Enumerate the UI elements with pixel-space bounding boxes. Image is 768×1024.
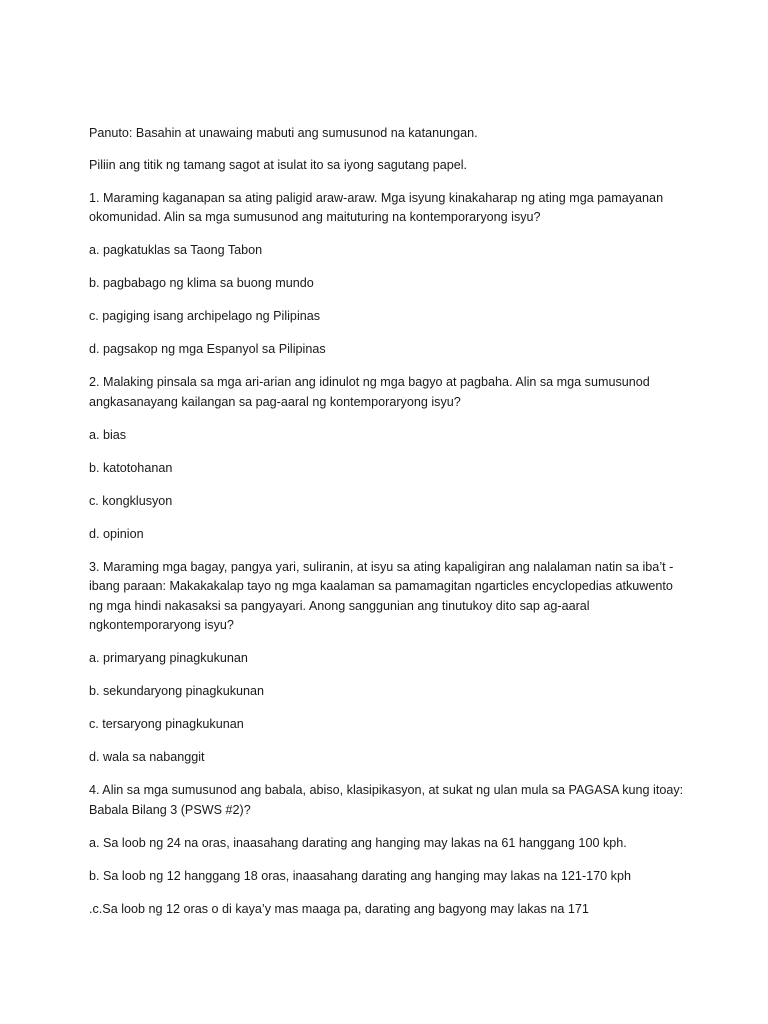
choice: b. pagbabago ng klima sa buong mundo — [89, 276, 314, 290]
question-text-line: 4. Alin sa mga sumusunod ang babala, abiso, klasipikasyon, at sukat ng ulan mula sa PAGASA kung itoay: — [89, 783, 684, 797]
choice: b. Sa loob ng 12 hanggang 18 oras, inaasahang darating ang hanging may lakas na 121-170 kph — [89, 868, 631, 883]
question-1 — [89, 189, 689, 228]
choice: b. sekundaryong pinagkukunan — [89, 684, 265, 698]
question-text-line: ibang paraan: Makakakalap tayo ng mga kaalaman sa pamamagitan ngarticles encyclopedias atkuwento — [89, 579, 673, 593]
choice: c. tersaryong pinagkukunan — [89, 717, 244, 731]
question-text-line: okomunidad. Alin sa mga sumusunod ang maituturing na kontemporaryong isyu? — [89, 210, 541, 224]
question-2 — [89, 373, 689, 412]
question-text-line: 1. Maraming kaganapan sa ating paligid araw-araw. Mga isyung kinakaharap ng ating mga pamayanan — [89, 190, 664, 205]
document-body — [89, 124, 689, 933]
choice: d. opinion — [89, 526, 144, 541]
choice: c. kongklusyon — [89, 493, 173, 508]
question-3 — [89, 558, 689, 636]
choice: c. pagiging isang archipelago ng Pilipinas — [89, 309, 321, 323]
instruction-line: Panuto: Basahin at unawaing mabuti ang sumusunod na katanungan. — [89, 126, 478, 140]
question-text-line: 3. Maraming mga bagay, pangya yari, suliranin, at isyu sa ating kapaligiran ang nalalaman natin sa iba’t - — [89, 559, 674, 574]
choice: a. Sa loob ng 24 na oras, inaasahang darating ang hanging may lakas na 61 hanggang 100 kph. — [89, 835, 627, 850]
question-text-line: 2. Malaking pinsala sa mga ari-arian ang idinulot ng mga bagyo at pagbaha. Alin sa mga sumusunod — [89, 375, 650, 389]
choice: d. pagsakop ng mga Espanyol sa Pilipinas — [89, 342, 326, 356]
question-text-line: ng mga hindi nakasaksi sa pangyayari. Anong sanggunian ang tinutukoy dito sap ag-aaral — [89, 598, 590, 613]
question-text-line: Babala Bilang 3 (PSWS #2)? — [89, 802, 251, 817]
question-text-line: ngkontemporaryong isyu? — [89, 618, 234, 632]
question-text-line: angkasanayang kailangan sa pag-aaral ng kontemporaryong isyu? — [89, 394, 461, 409]
choice: a. bias — [89, 427, 127, 442]
choice: b. katotohanan — [89, 460, 173, 475]
question-4 — [89, 781, 689, 820]
choice: a. primaryang pinagkukunan — [89, 651, 248, 665]
choice: .c.Sa loob ng 12 oras o di kaya’y mas maaga pa, darating ang bagyong may lakas na 171 — [89, 901, 589, 916]
choice: d. wala sa nabanggit — [89, 750, 205, 764]
instruction-line: Piliin ang titik ng tamang sagot at isulat ito sa iyong sagutang papel. — [89, 157, 468, 172]
choice: a. pagkatuklas sa Taong Tabon — [89, 243, 263, 257]
